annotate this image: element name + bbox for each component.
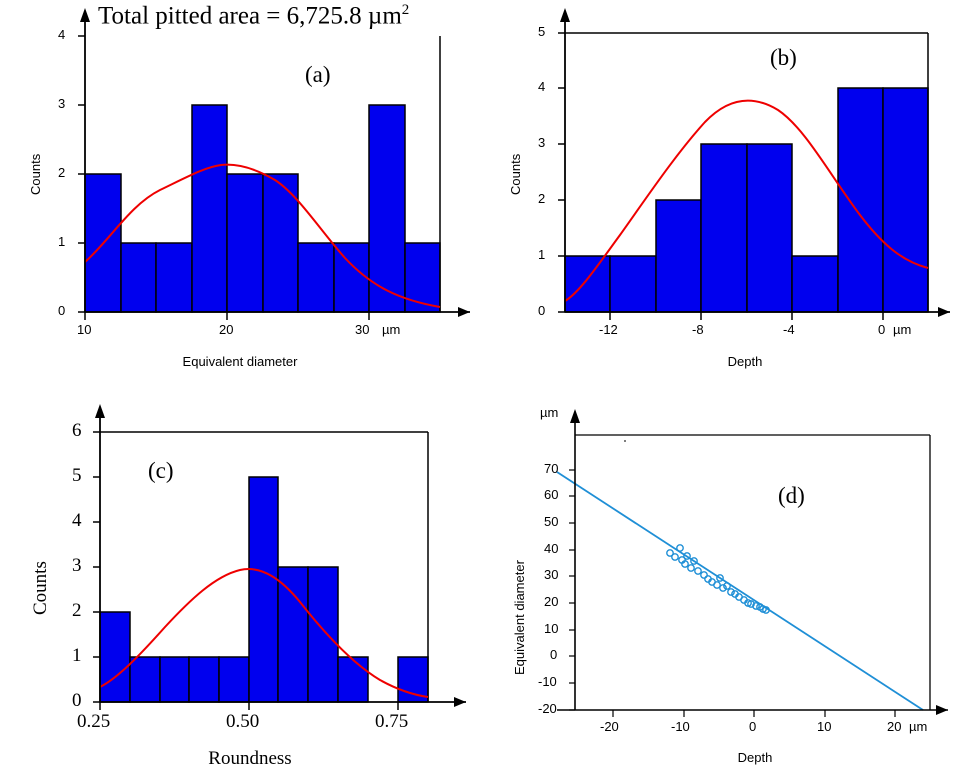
panel-a-ytick-3: 3 [58,96,66,111]
panel-d-label: (d) [778,483,805,508]
panel-d-xtick-n10: -10 [671,719,690,734]
panel-a-label: (a) [305,62,331,87]
panel-a-xtick-30: 30 [355,322,370,337]
panel-d-ytick-30: 30 [544,567,559,582]
panel-b-xtick-n8: -8 [692,322,704,337]
panel-a-xunit: µm [382,322,401,337]
panel-b-ytick-1: 1 [538,247,546,262]
panel-c-ytick-2: 2 [72,600,82,621]
panel-c-ytick-4: 4 [72,510,82,531]
panel-d-xaxis-title: Depth [737,750,773,765]
panel-b-label: (b) [770,45,797,70]
panel-d-scatter-points [667,545,769,613]
panel-b [480,0,962,380]
panel-d-ytick-20: 20 [544,594,559,609]
panel-b-xtick-n4: -4 [783,322,795,337]
panel-d-ytick-60: 60 [544,487,559,502]
panel-a-ytick-2: 2 [58,165,66,180]
panel-d-ytick-70: 70 [544,461,559,476]
figure-title-superscript: 2 [401,2,410,18]
panel-d-axes [557,409,948,717]
panel-c [0,390,480,780]
panel-b-xtick-n12: -12 [599,322,618,337]
panel-d-yunit: µm [540,405,559,420]
panel-d-xtick-n20: -20 [600,719,619,734]
panel-d-ytick-50: 50 [544,514,559,529]
panel-d-yaxis-title: Equivalent diameter [512,560,527,675]
panel-a-xtick-10: 10 [77,322,92,337]
panel-d-xtick-0: 0 [749,719,757,734]
panel-c-ytick-3: 3 [72,555,82,576]
figure-title-text: Total pitted area = 6,725.8 µm [98,2,402,30]
panel-b-plot [480,0,962,380]
panel-d-xunit: µm [909,719,928,734]
panel-d-ytick-0: 0 [550,647,558,662]
panel-a-plot [0,0,480,380]
panel-d [480,390,962,780]
panel-c-ytick-5: 5 [72,465,82,486]
panel-c-ytick-0: 0 [72,690,82,711]
panel-b-yaxis-title: Counts [508,153,523,195]
panel-c-label: (c) [148,458,174,483]
panel-a [0,0,480,380]
panel-a-bars [85,105,440,312]
panel-b-ytick-4: 4 [538,79,546,94]
panel-c-ytick-1: 1 [72,645,82,666]
panel-b-xtick-0: 0 [878,322,886,337]
panel-a-ytick-0: 0 [58,303,66,318]
panel-d-ytick-n20: -20 [538,701,557,716]
panel-c-xtick-075: 0.75 [375,711,409,732]
panel-d-ytick-40: 40 [544,541,559,556]
panel-c-xaxis-title: Roundness [208,748,292,769]
panel-d-ytick-10: 10 [544,621,559,636]
panel-d-xtick-20: 20 [887,719,902,734]
panel-c-ytick-6: 6 [72,420,82,441]
panel-a-ytick-4: 4 [58,27,66,42]
panel-b-bars [565,88,928,312]
panel-c-xtick-050: 0.50 [226,711,260,732]
panel-d-xtick-10: 10 [817,719,832,734]
panel-a-yaxis-title: Counts [28,153,43,195]
panel-d-ytick-n10: -10 [538,674,557,689]
panel-a-xaxis-title: Equivalent diameter [182,354,298,369]
panel-d-trendline [557,472,923,710]
panel-c-yaxis-title: Counts [30,561,51,615]
panel-b-ytick-2: 2 [538,191,546,206]
panel-c-xtick-025: 0.25 [77,711,111,732]
panel-b-xunit: µm [893,322,912,337]
panel-b-ytick-0: 0 [538,303,546,318]
panel-c-bars [100,477,428,702]
panel-a-xtick-20: 20 [219,322,234,337]
panel-b-xaxis-title: Depth [727,354,763,369]
panel-b-ytick-5: 5 [538,24,546,39]
panel-a-ytick-1: 1 [58,234,66,249]
panel-b-ytick-3: 3 [538,135,546,150]
